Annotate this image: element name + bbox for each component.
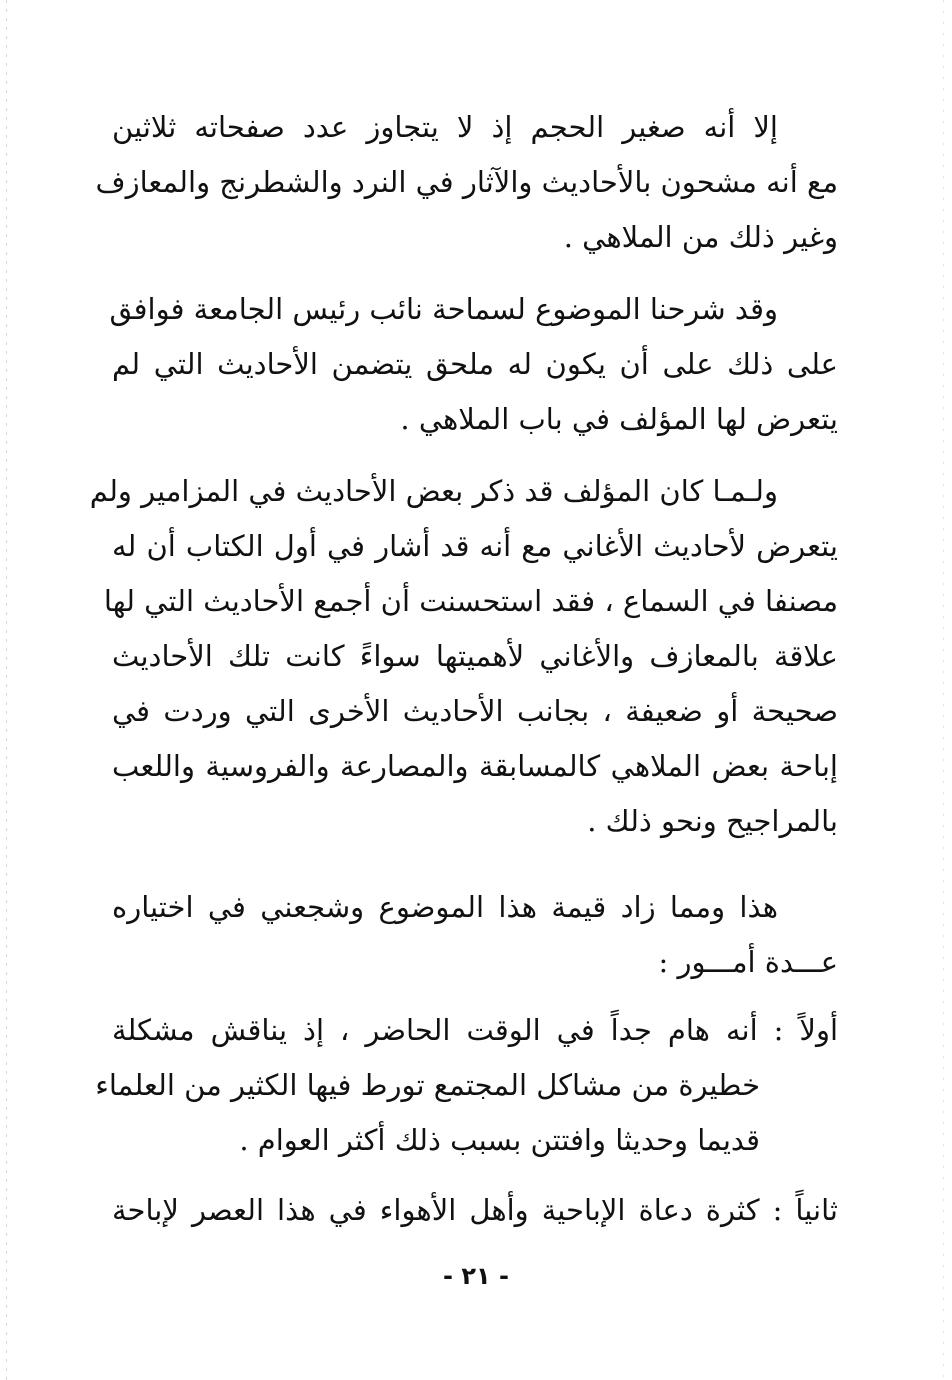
text-line: وقد شرحنا الموضوع لسماحة نائب رئيس الجامعة فوافق	[109, 292, 778, 326]
text-line: هذا ومما زاد قيمة هذا الموضوع وشجعني في اختياره	[112, 890, 778, 924]
paragraph-reason-first	[95, 1003, 838, 1168]
paragraph-reason-second	[112, 1183, 838, 1238]
paragraph-reasons-intro	[112, 880, 838, 990]
text-line: ثانياً : كثرة دعاة الإباحية وأهل الأهواء في هذا العصر لإباحة	[112, 1193, 838, 1227]
text-line: صحيحة أو ضعيفة ، بجانب الأحاديث الأخرى التي وردت في	[112, 694, 838, 728]
text-line: علاقة بالمعازف والأغاني لأهميتها سواءً كانت تلك الأحاديث	[112, 639, 838, 673]
text-line: يتعرض لأحاديث الأغاني مع أنه قد أشار في أول الكتاب أن له	[112, 529, 838, 563]
scan-border-right	[943, 0, 944, 1380]
text-line: مع أنه مشحون بالأحاديث والآثار في النرد والشطرنج والمعازف	[95, 165, 838, 199]
paragraph-approval	[109, 282, 838, 447]
text-line: أولاً : أنه هام جداً في الوقت الحاضر ، إذ يناقش مشكلة	[112, 1013, 838, 1047]
page-number: - ٢١ -	[443, 1262, 509, 1290]
scan-border-left	[6, 0, 7, 1380]
text-line: مصنفا في السماع ، فقد استحسنت أن أجمع الأحاديث التي لها	[103, 584, 838, 618]
paragraph-intro	[95, 100, 838, 265]
text-line: عـــدة أمـــور :	[658, 945, 838, 979]
text-line: خطيرة من مشاكل المجتمع تورط فيها الكثير من العلماء	[95, 1068, 760, 1102]
text-line: على ذلك على أن يكون له ملحق يتضمن الأحاديث التي لم	[112, 347, 838, 381]
paragraph-purpose	[89, 464, 838, 849]
text-line: يتعرض لها المؤلف في باب الملاهي .	[400, 402, 838, 436]
text-line: إباحة بعض الملاهي كالمسابقة والمصارعة والفروسية واللعب	[112, 749, 838, 783]
text-line: بالمراجيح ونحو ذلك .	[587, 804, 838, 838]
text-line: وغير ذلك من الملاهي .	[563, 220, 838, 254]
text-line: قديما وحديثا وافتتن بسبب ذلك أكثر العوام .	[239, 1123, 760, 1157]
text-line: ولـمـا كان المؤلف قد ذكر بعض الأحاديث في المزامير ولم	[89, 474, 778, 508]
text-line: إلا أنه صغير الحجم إذ لا يتجاوز عدد صفحاته ثلاثين	[112, 110, 778, 144]
